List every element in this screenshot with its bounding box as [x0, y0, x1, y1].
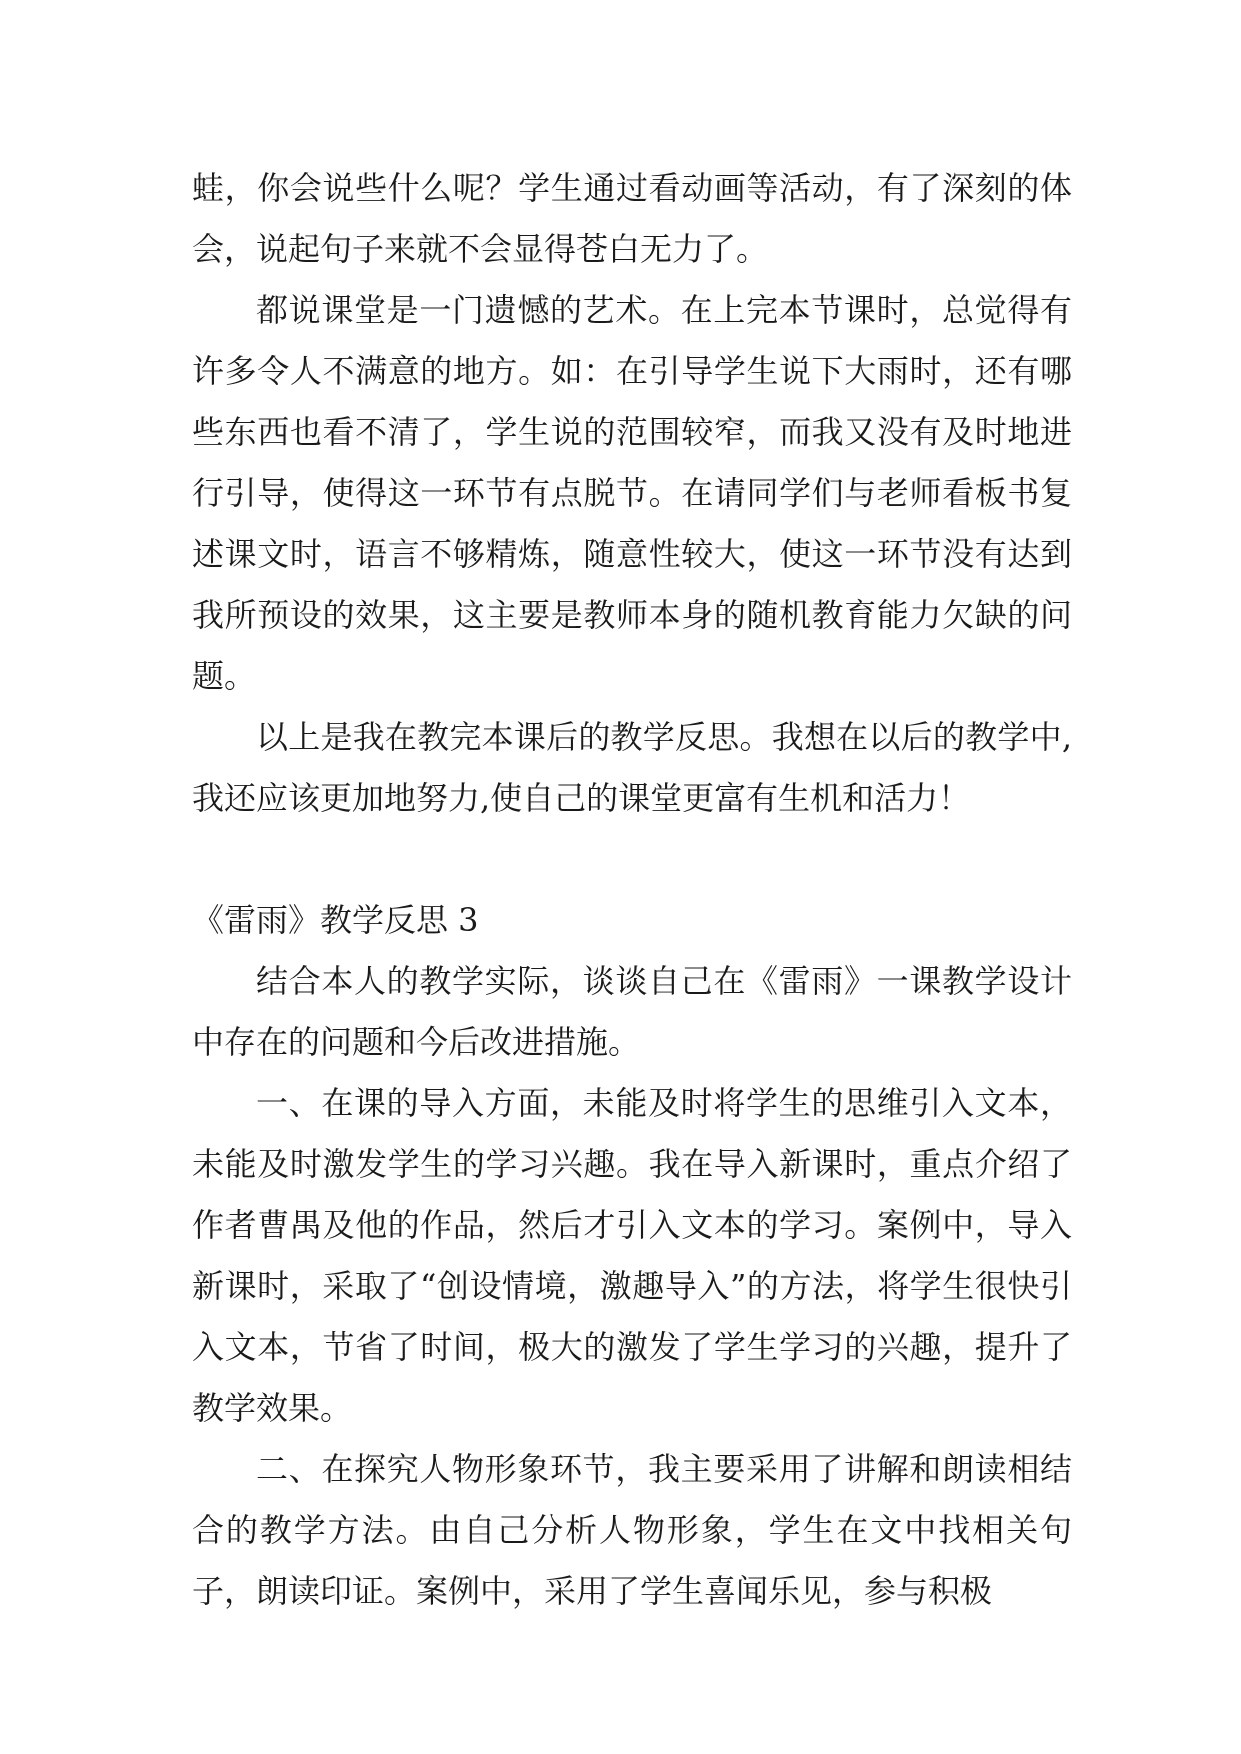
paragraph-continued: 蛙，你会说些什么呢？学生通过看动画等活动，有了深刻的体会，说起句子来就不会显得苍白无力了。: [192, 169, 1072, 268]
paragraph-regret-art: 都说课堂是一门遗憾的艺术。在上完本节课时，总觉得有许多令人不满意的地方。如：在引导学生说下大雨时，还有哪些东西也看不清了，学生说的范围较窄，而我又没有及时地进行引导，使得这一环节有点脱节。在请同学们与老师看板书复述课文时，语言不够精炼，随意性较大，使这一环节没有达到我所预设的效果，这主要是教师本身的随机教育能力欠缺的问题。: [192, 291, 1072, 695]
section-heading: 《雷雨》教学反思 3: [192, 901, 479, 939]
document-body: [192, 158, 1072, 1622]
paragraph-point-two: 二、在探究人物形象环节，我主要采用了讲解和朗读相结合的教学方法。由自己分析人物形象，学生在文中找相关句子，朗读印证。案例中，采用了学生喜闻乐见，参与积极: [192, 1450, 1072, 1610]
paragraph-point-one: 一、在课的导入方面，未能及时将学生的思维引入文本，未能及时激发学生的学习兴趣。我在导入新课时，重点介绍了作者曹禺及他的作品，然后才引入文本的学习。案例中，导入新课时，采取了“创设情境，激趣导入”的方法，将学生很快引入文本，节省了时间，极大的激发了学生学习的兴趣，提升了教学效果。: [192, 1084, 1072, 1427]
section-spacer: [192, 829, 1072, 890]
paragraph-conclusion: 以上是我在教完本课后的教学反思。我想在以后的教学中,我还应该更加地努力,使自己的课堂更富有生机和活力！: [192, 718, 1072, 817]
paragraph-intro: 结合本人的教学实际，谈谈自己在《雷雨》一课教学设计中存在的问题和今后改进措施。: [192, 962, 1072, 1061]
